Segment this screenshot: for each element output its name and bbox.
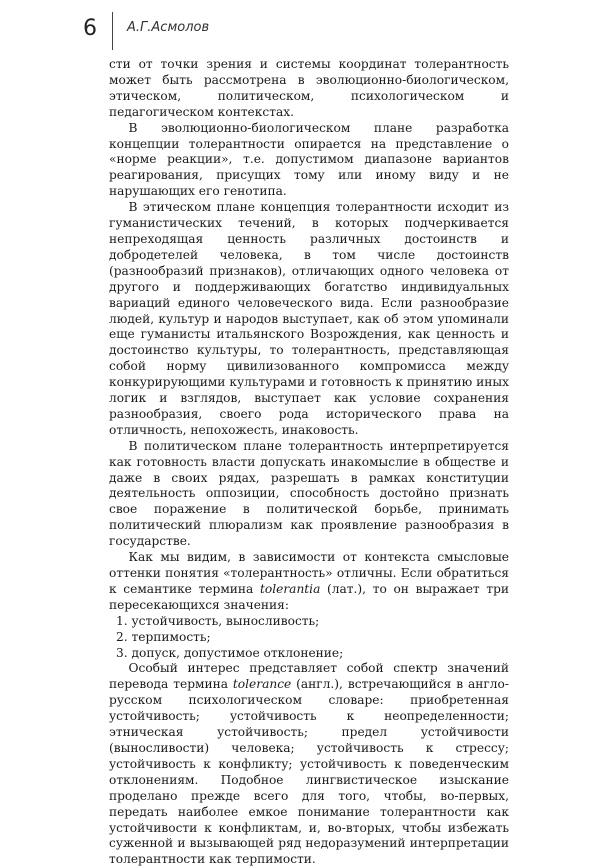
paragraph-evolutionary: В эволюционно-биологическом плане разработка концепции толерантности опирается на представление о «норме реакции», т.е. допустимом диапазоне вариантов реагирования, присущих тому или иному виду и не нарушающих его генотипа. — [109, 120, 509, 199]
paragraph-ethical: В этическом плане концепция толерантности исходит из гуманистических течений, в которых подчеркивается непреходящая ценность различных достоинств и добродетелей человека, в том числе достоинств (разнообразий признаков), отличающих одного человека от другого и поддерживающих богатство индивидуальных вариаций единого человеческого вида. Если разнообразие людей, культур и народов выступает, как об этом упоминали еще гуманисты итальянского Возрождения, как ценность и достоинство культуры, то толерантность, представляющая собой норму цивилизованного компромисса между конкурирующими культурами и готовность к принятию иных логик и взглядов, выступает как условие сохранения разнообразия, своего рода исторического права на отличность, непохожесть, инаковость. — [109, 200, 509, 437]
term-latin: tolerantia — [260, 581, 321, 596]
paragraph-continued: сти от точки зрения и системы координат толерантность может быть рассмотрена в эволюционно-биологическом, этическом, политическом, психологическом и педагогическом контекстах. — [109, 57, 509, 119]
header-divider — [112, 12, 113, 50]
running-head-author: А.Г.Асмолов — [127, 20, 210, 35]
paragraph-semantics — [109, 550, 509, 614]
body-text — [109, 57, 509, 868]
term-english: tolerance — [232, 677, 292, 692]
paragraph-political: В политическом плане толерантность интерпретируется как готовность власти допускать инакомыслие в обществе и даже в своих рядах, разрешать в рамках конституции деятельность оппозиции, способность достойно признать свое поражение в политической борьбе, принимать политический плюрализм как проявление разнообразия в государстве. — [109, 438, 509, 549]
paragraph-semantics-before: Как мы видим, в зависимости от контекста смысловые оттенки понятия «толерантность» отличны. Если обратиться к семантике термина — [109, 550, 509, 596]
list-item: 1. устойчивость, выносливость; — [116, 613, 320, 628]
paragraph-english-before: Особый интерес представляет собой спектр значений перевода термина — [109, 661, 509, 692]
paragraph-english-after: (англ.), встречающийся в англо-русском психологическом словаре: приобретенная устойчивость; устойчивость к неопределенности; этническая устойчивость; предел устойчивости (выносливости) человека; устойчивость к стрессу; устойчивость к конфликту; устойчивость к поведенческим отклонениям. Подобное лингвистическое изыскание проделано прежде всего для того, чтобы, во-первых, передать наиболее емкое понимание толерантности как устойчивости к конфликтам, и, во-вторых, чтобы избежать суженной и вызывающей ряд недоразумений интерпретации толерантности как терпимости. — [109, 677, 509, 867]
paragraph-english-term — [109, 661, 509, 868]
paragraph-semantics-after: (лат.), то он выражает три пересекающихся значения: — [109, 581, 510, 612]
list-item: 2. терпимость; — [116, 629, 211, 644]
list-item: 3. допуск, допустимое отклонение; — [116, 645, 344, 660]
page-number: 6 — [83, 16, 97, 41]
